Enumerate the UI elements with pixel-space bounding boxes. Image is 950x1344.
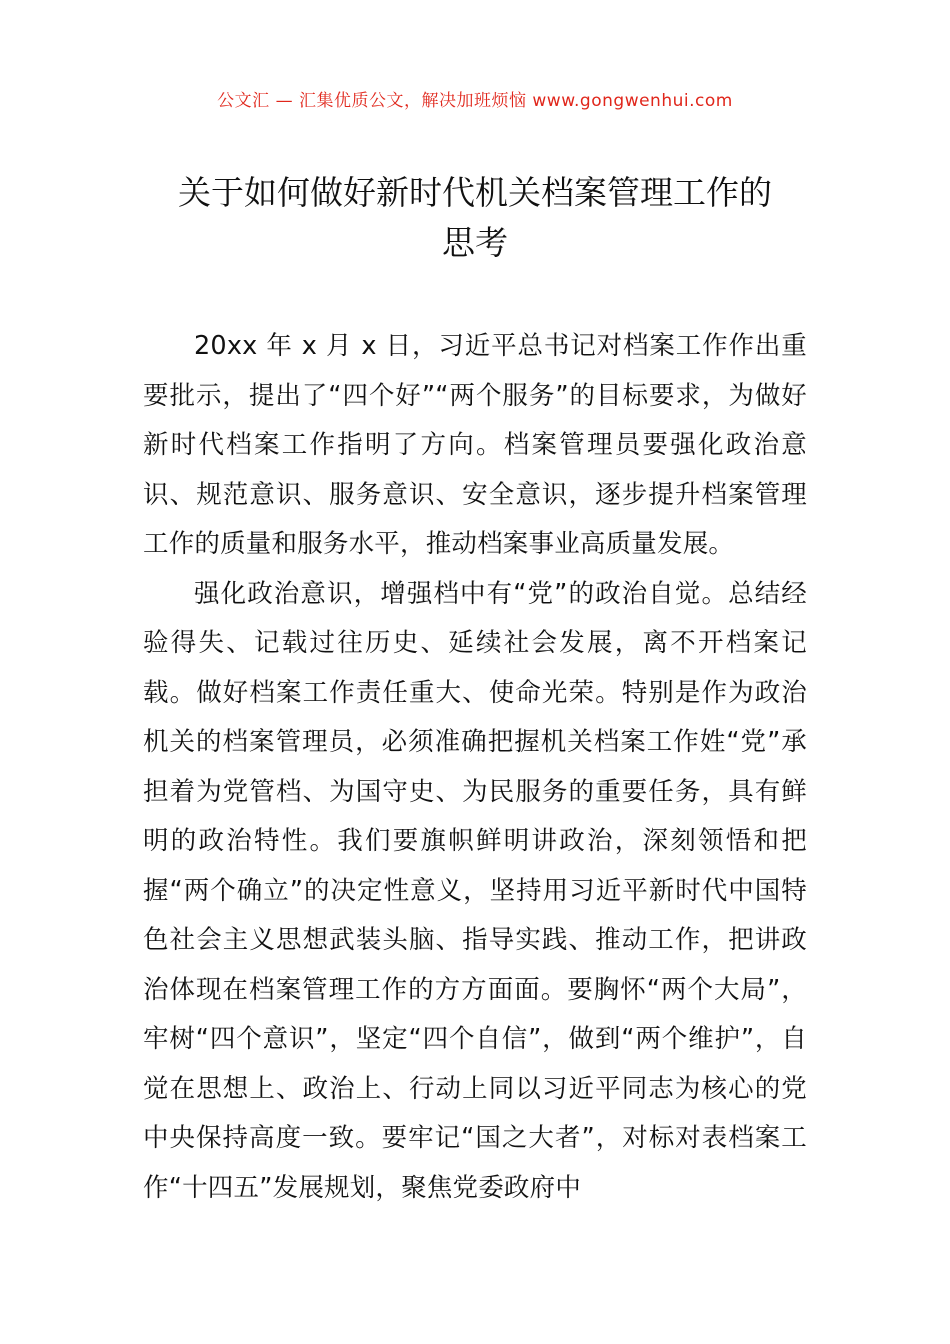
paragraph-2: 强化政治意识，增强档中有“党”的政治自觉。总结经验得失、记载过往历史、延续社会发展，离不开档案记载。做好档案工作责任重大、使命光荣。特别是作为政治机关的档案管理员，必须准确把握机关档案工作姓“党”承担着为党管档、为国守史、为民服务的重要任务，具有鲜明的政治特性。我们要旗帜鲜明讲政治，深刻领悟和把握“两个确立”的决定性意义，坚持用习近平新时代中国特色社会主义思想武装头脑、指导实践、推动工作，把讲政治体现在档案管理工作的方方面面。要胸怀“两个大局”，牢树“四个意识”，坚定“四个自信”，做到“两个维护”，自觉在思想上、政治上、行动上同以习近平同志为核心的党中央保持高度一致。要牢记“国之大者”，对标对表档案工作“十四五”发展规划，聚焦党委政府中 [143, 578, 807, 1203]
document-title [120, 168, 830, 268]
title-line-1: 关于如何做好新时代机关档案管理工作的 [178, 173, 772, 212]
title-line-2: 思考 [442, 223, 508, 262]
header-banner[interactable]: 公文汇 — 汇集优质公文，解决加班烦恼 www.gongwenhui.com [217, 91, 733, 111]
paragraph-1: 20xx 年 x 月 x 日，习近平总书记对档案工作作出重要批示，提出了“四个好”“两个服务”的目标要求，为做好新时代档案工作指明了方向。档案管理员要强化政治意识、规范意识、服务意识、安全意识，逐步提升档案管理工作的质量和服务水平，推动档案事业高质量发展。 [143, 331, 807, 559]
document-body [143, 322, 807, 1213]
